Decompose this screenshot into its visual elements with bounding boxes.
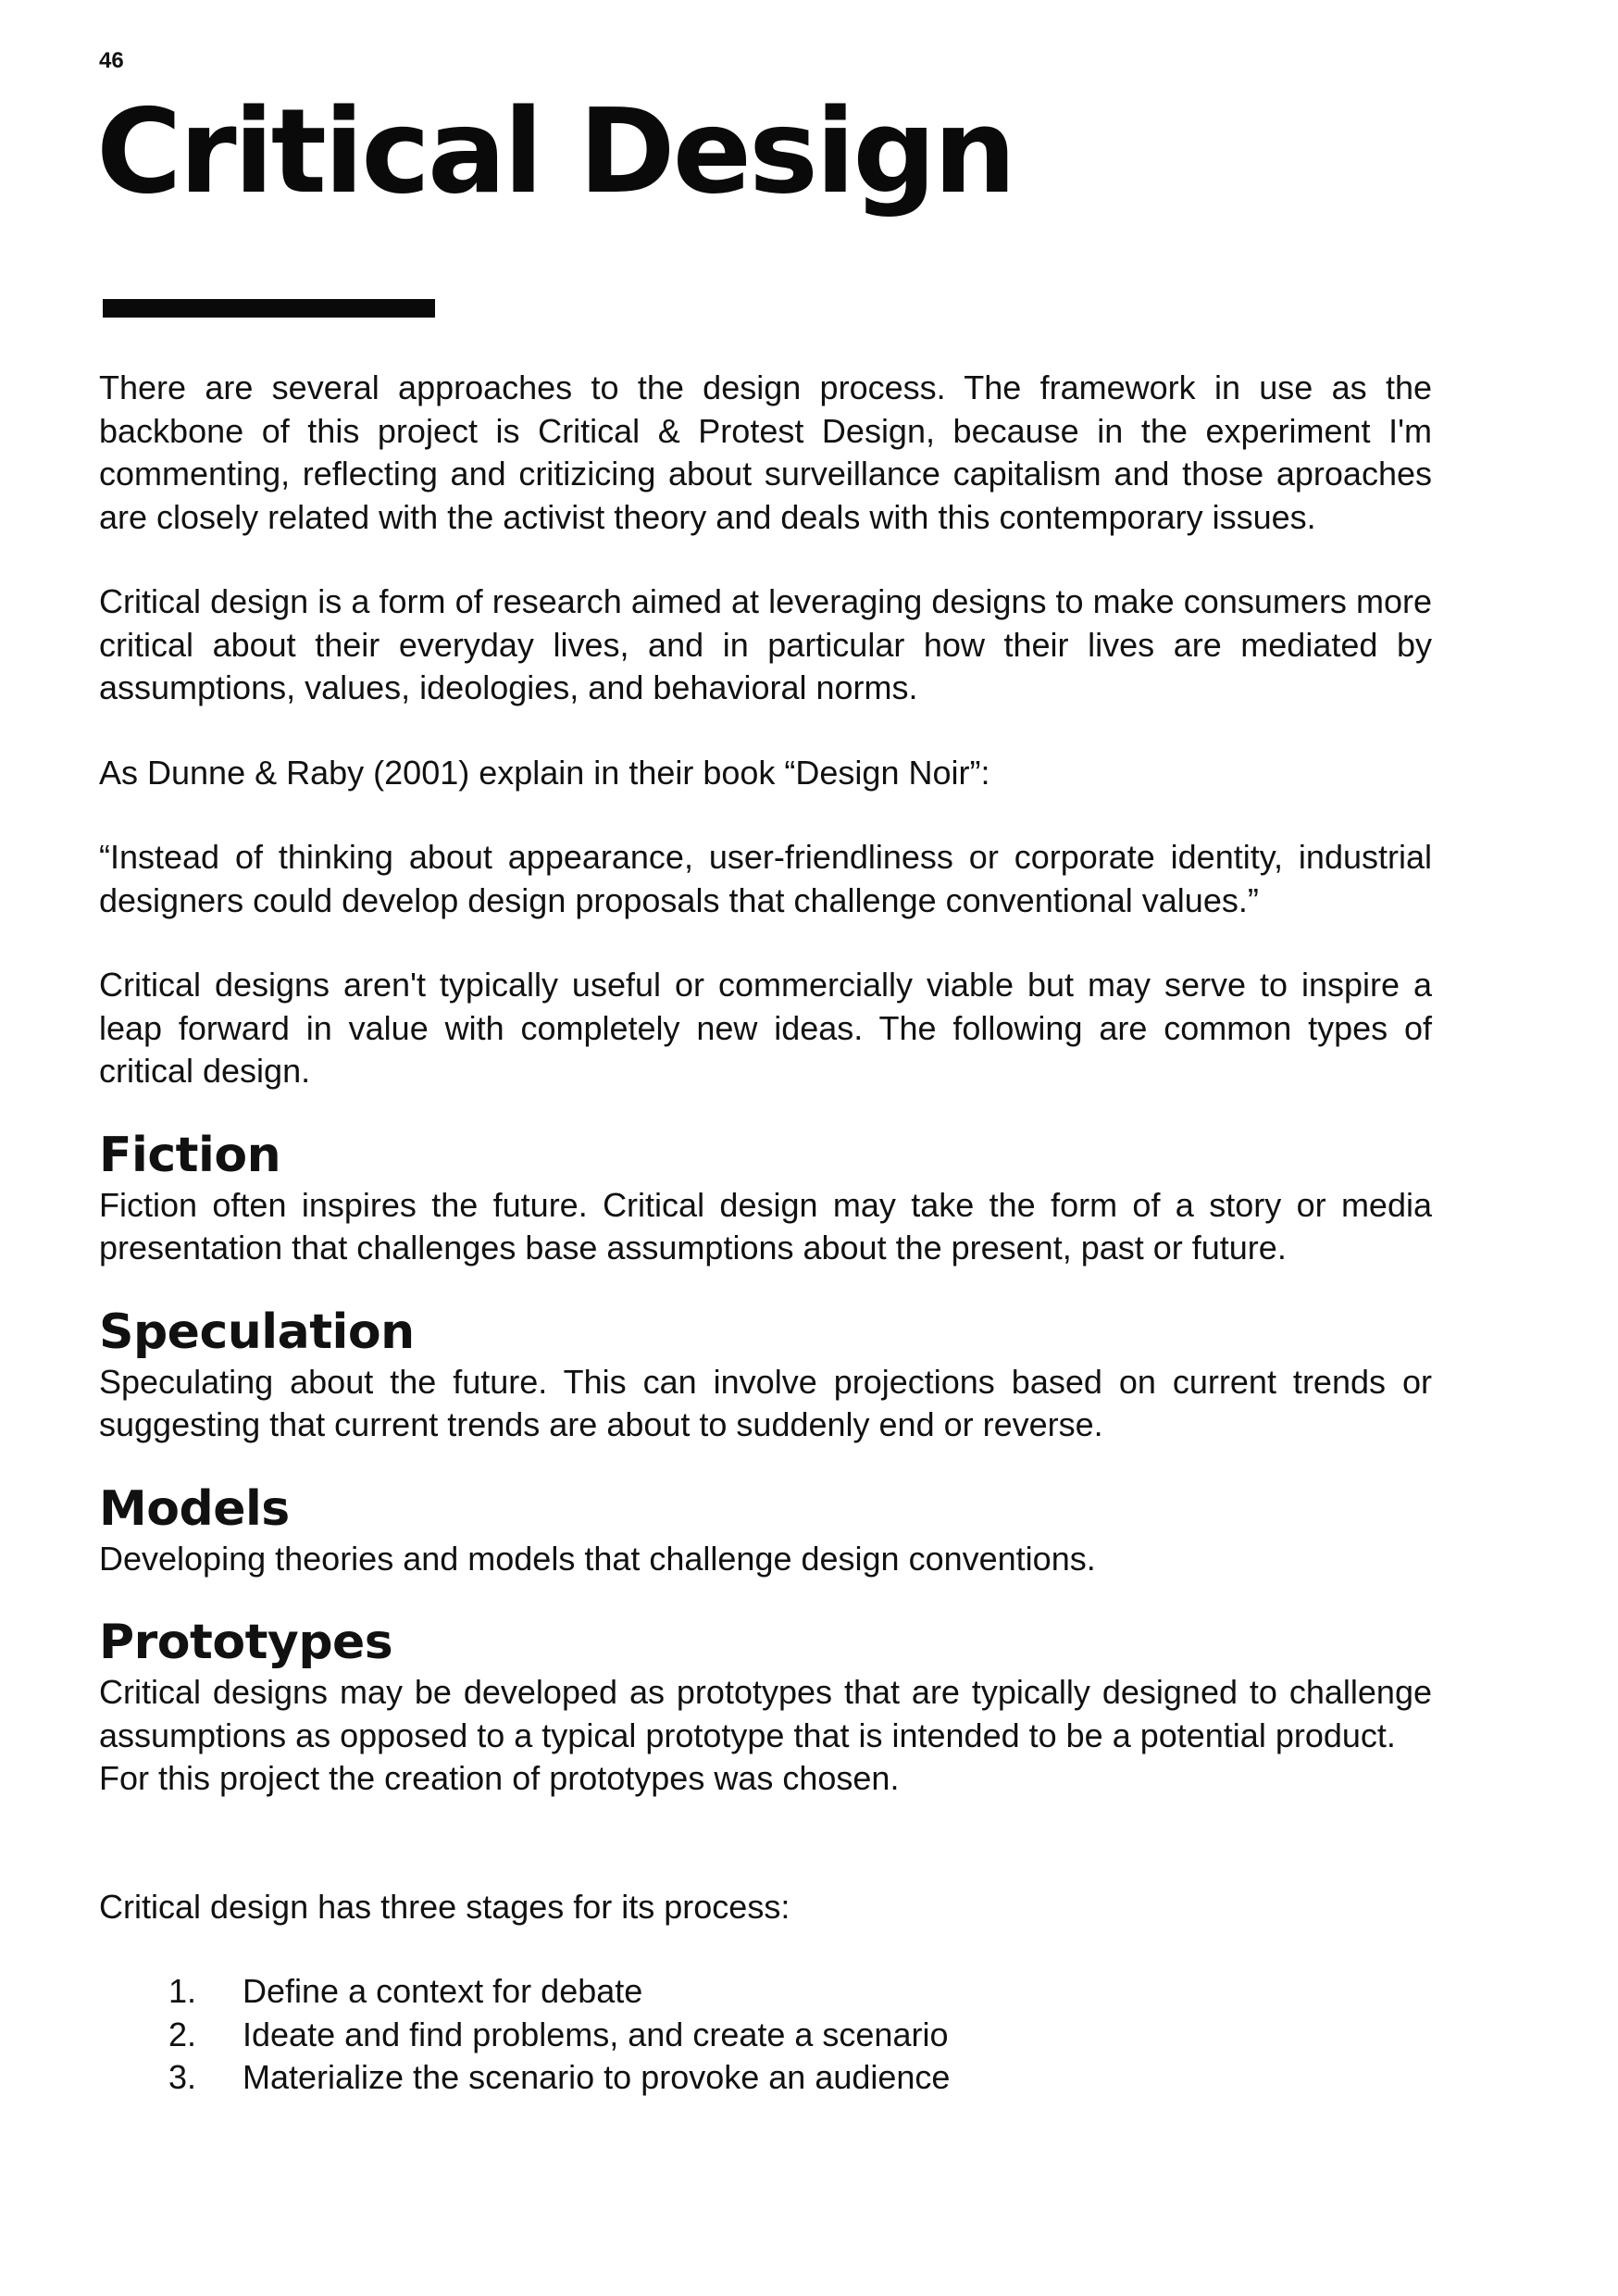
- list-item-text: Materialize the scenario to provoke an audience: [243, 2058, 951, 2096]
- types-intro-paragraph: Critical designs aren't typically useful or commercially viable but may serve to inspire a leap forward in value with completely new ideas. The following are common types of critical design.: [99, 966, 1432, 1090]
- section-heading-fiction: Fiction: [99, 1127, 281, 1183]
- list-item-number: 2.: [168, 2015, 197, 2053]
- page-number: 46: [99, 48, 124, 73]
- list-item: [99, 1970, 1432, 2014]
- list-item: [99, 2014, 1432, 2057]
- section-body-fiction: Fiction often inspires the future. Critical design may take the form of a story or media presentation that challenges base assumptions about the present, past or future.: [99, 1185, 1432, 1267]
- intro-paragraph: There are several approaches to the design process. The framework in use as the backbone of this project is Critical & Protest Design, because in the experiment I'm commenting, reflecting and critizicing about surveillance capitalism and those aproaches are closely related with the activist theory and deals with this contemporary issues.: [99, 368, 1432, 536]
- list-item-number: 1.: [168, 1972, 197, 2010]
- stages-intro: Critical design has three stages for its process:: [99, 1887, 790, 1926]
- list-item-number: 3.: [168, 2058, 197, 2096]
- stages-list: [99, 1970, 1432, 2100]
- section-heading-prototypes: Prototypes: [99, 1615, 393, 1670]
- section-heading-speculation: Speculation: [99, 1304, 415, 1360]
- title-underline: [103, 299, 435, 318]
- section-body-models: Developing theories and models that challenge design conventions.: [99, 1539, 1096, 1578]
- section-heading-models: Models: [99, 1480, 290, 1537]
- list-item-text: Define a context for debate: [243, 1972, 643, 2010]
- body-content: [99, 367, 1432, 2100]
- section-body-speculation: Speculating about the future. This can involve projections based on current trends or suggesting that current trends are about to suddenly end or reverse.: [99, 1362, 1432, 1443]
- list-item-text: Ideate and find problems, and create a scenario: [243, 2015, 949, 2053]
- definition-paragraph: Critical design is a form of research aimed at leveraging designs to make consumers more critical about their everyday lives, and in particular how their lives are mediated by assumptions, values, ideologies, and behavioral norms.: [99, 582, 1432, 706]
- citation-intro: As Dunne & Raby (2001) explain in their book “Design Noir”:: [99, 753, 990, 792]
- page-title: Critical Design: [96, 83, 1014, 219]
- list-item: [99, 2056, 1432, 2100]
- section-body-prototypes-note: For this project the creation of prototypes was chosen.: [99, 1759, 900, 1797]
- quote-paragraph: “Instead of thinking about appearance, user-friendliness or corporate identity, industrial designers could develop design proposals that challenge conventional values.”: [99, 838, 1432, 919]
- section-body-prototypes: Critical designs may be developed as prototypes that are typically designed to challenge assumptions as opposed to a typical prototype that is intended to be a potential product.: [99, 1673, 1432, 1754]
